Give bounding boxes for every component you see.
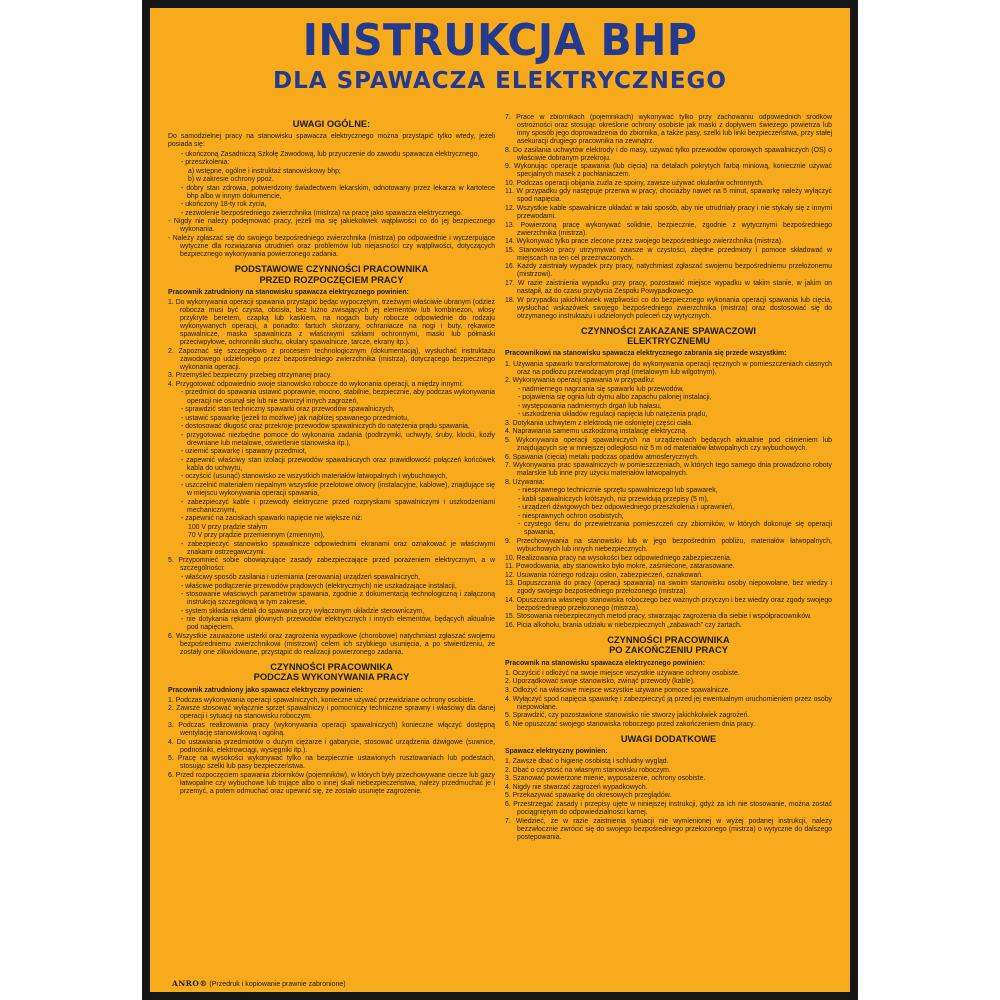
list-item: - uziemić spawarkę i spawany przedmiot, [181, 448, 307, 456]
section-title-line: CZYNNOŚCI PRACOWNIKA [270, 661, 393, 672]
list-item: 3. Szanować powierzone mienie, wyposażenie, ochrony osobiste. [505, 775, 706, 783]
general-remarks-list [168, 151, 495, 260]
list-item: 10. Podczas operacji obijania żużla ze spoiny, zawsze używać okularów ochronnych. [505, 179, 764, 187]
during-work-list [168, 697, 495, 796]
list-item: 2. Dbać o czystość na własnym stanowisku roboczym. [505, 766, 671, 774]
list-item: 2. Zapoznać się szczegółowo z procesem technologicznym (dokumentacją), wysłuchać instruktażu zawodowego udzielonego przez bezpośredniego zwierzchnika (mistrza), dotyczącego bezpiecznego wykonania operacji. [168, 347, 495, 371]
list-item: 70 V przy prądzie przemiennym (zmiennym), [188, 532, 325, 540]
list-item: 15. Stosowania niebezpiecznych metod pracy, stwarzając zagrożenia dla siebie i współpracowników. [505, 613, 812, 621]
list-item: - uszczelnić materiałem niepalnym wszystkie przelotowe otwory (instalacyjne, kablowe), znajdujące się w miejscu wykonywania operacji spawania, [181, 482, 495, 498]
list-item: 3. Dotykania uchwytem z elektrodą nie osłoniętej części ciała. [505, 419, 694, 427]
list-item: 4. Wyłączyć spod napięcia spawarkę i zabezpieczyć ją przed jej ewentualnym uruchomieniem przez osoby niepowołane. [505, 695, 832, 711]
list-item: - dostosować długość oraz przekroje przewodów spawalniczych do natężenia prądu spawania, [181, 423, 470, 431]
list-item: 1. Do wykonywania operacji spawania przystąpić będąc wypoczętym, trzeźwym właściwie ubranym (odzież robocza musi być czysta, obcisła, bez luźno zwisających jej elementów lub kombinezon, włosy przykryte beretem, czapką lub kaskiem, na nogach buty robocze odpowiednie do rodzaju wykonywanych operacji, a ponadto: fartuch skórzany, ochraniacze na nogi i buty, rękawice spawalnicze, maska spawalnicza z właściwymi szkłami ochronnymi, maski lub półmaski przeciwpyłowe, ochronniki słuchu, okulary spawalnicze, tarcze, ekrany itp.). [168, 298, 495, 347]
during-work-lead: Pracownik zatrudniony jako spawacz elektryczny powinien: [168, 686, 363, 694]
list-item: - ustawić spawarkę (jeżeli to możliwe) jak najbliżej spawanego przedmiotu, [181, 414, 409, 422]
list-item: 5. Wykonywania operacji spawalniczych na urządzeniach będących aktualnie pod ciśnieniem lub znajdujących się w mniejszej odległości niż 5 m od materiałów łatwopalnych czy wybuchowych. [505, 436, 832, 452]
forbidden-activities-lead: Pracownikowi na stanowisku spawacza elektrycznego zabrania się przede wszystkim: [505, 350, 787, 358]
list-item: - czystego tlenu do przewietrzania pomieszczeń czy zbiorników, w których dokonuje się operacji spawania, [518, 521, 832, 537]
list-item: 18. W przypadku jakichkolwiek wątpliwości co do bezpiecznego wykonania operacji spawania lub cięcia, wysłuchać wskazówek swojego bezpośredniego zwierzchnika (mistrza) oraz dostosować się do otrzymanego instruktażu i udzielonych poleceń czy wytycznych. [505, 296, 832, 320]
list-item: 16. Każdy zaistniały wypadek przy pracy, natychmiast zgłaszać swojemu bezpośredniemu przełożonemu (mistrzowi). [505, 263, 832, 279]
list-item: 9. Przechowywania na stanowisku lub w jego bezpośrednim pobliżu, materiałów łatwopalnych, wybuchowych lub innych niebezpiecznych. [505, 538, 832, 554]
content-columns [168, 114, 832, 972]
list-item: 14. Wykonywać tylko prace zlecone przez swojego bezpośredniego zwierzchnika (mistrza). [505, 238, 783, 246]
document-title: INSTRUKCJA BHP [302, 15, 698, 66]
list-item: a) wstępne, ogólne i instruktaż stanowiskowy bhp; [188, 167, 341, 175]
list-item: 3. Podczas realizowania pracy (wykonywania operacji spawalniczych) konieczne włączyć dostępną wentylację stanowiskową i ogólną. [168, 721, 495, 738]
list-item: 1. Zawsze dbać o higienę osobistą i schludny wygląd. [505, 758, 669, 766]
list-item: 15. Stanowisko pracy utrzymywać zawsze w czystości, zbędne przedmioty i pomoce składować w miejscach na ten cel przeznaczonych. [505, 246, 832, 262]
list-item: - przygotować niezbędne pomoce do wykonania zadania (podtrzymki, uchwyty, śruby, klocki, kozły drewniane lub metalowe, oświetlenie stanowiska itp.), [181, 431, 495, 447]
list-item: - niesprawnego technicznie sprzętu spawalniczego lub spawarek, [518, 487, 718, 495]
list-item: 3. Odłożyć na właściwe miejsce wszystkie używane pomoce spawalnicze. [505, 686, 731, 694]
section-title-additional-remarks: UWAGI DODATKOWE [620, 733, 717, 744]
section-title-during-work [168, 662, 495, 683]
list-item: b) w zakresie ochrony ppoż. [188, 176, 274, 184]
list-item: - niesprawnych ochron osobistych, [518, 512, 624, 520]
after-work-lead: Pracownik na stanowisku spawacza elektrycznego powinien: [505, 659, 705, 667]
copyright-note: (Przedruk i kopiowanie prawnie zabronione) [209, 981, 346, 988]
list-item: 6. Nie opuszczać swojego stanowiska roboczego przed zakończeniem dnia pracy. [505, 720, 755, 728]
document-subtitle: DLA SPAWACZA ELEKTRYCZNEGO [273, 68, 727, 94]
section-title-line: PRZED ROZPOCZĘCIEM PRACY [259, 274, 404, 285]
list-item: - system składania detali do spawania przy wyłączonym układzie sterowniczym, [181, 607, 425, 615]
list-item: - Należy zgłaszać się do swojego bezpośredniego zwierzchnika (mistrza) po odpowiednie i wyczerpujące wytyczne dla rozwiązania utrudnień oraz problemów lub niejasności czy wątpliwości, dotyczących bezpiecznego wykonywania powierzonego zadania. [168, 234, 495, 259]
list-item: - pojawienia się ognia lub dymu albo zapachu palonej instalacji, [518, 394, 712, 402]
list-item: 11. W przypadku gdy następuje przerwa w pracy, chociażby nawet na 5 minut, spawarkę należy wyłączyć spod napięcia. [505, 188, 832, 204]
list-item: - ukończoną Zasadniczą Szkołę Zawodową, lub przyuczenie do zawodu spawacza elektrycznego, [181, 150, 480, 158]
forbidden-activities-list [505, 361, 832, 631]
list-item: 2. Wykonywania operacji spawania w przypadku: [505, 377, 655, 385]
section-title-general-remarks: UWAGI OGÓLNE: [292, 119, 371, 129]
list-item: 1. Używania spawarki transformatorowej do wykonywania operacji ręcznych w pomieszczeniach ciasnych oraz na podłożu przewodzącym prąd (metalowym lub wilgotnym). [505, 360, 832, 376]
list-item: 4. Nigdy nie stwarzać zagrożeń wypadkowych. [505, 783, 648, 791]
publisher-logo: ANRO® [172, 979, 208, 988]
list-item: 6. Przed rozpoczęciem spawania zbiorników (pojemników), w których były przechowywane ciecze lub gazy łatwopalne czy wybuchowe lub trujące albo o innej skali niebezpieczeństwa, należy przedmuchać je i przemyć, a potem odmuchać oraz upewnić się, że zostało usunięte zagrożenie. [168, 771, 495, 795]
list-item: 8. Do zasilania uchwytów elektrody i do masy, używać tylko przewodów oporowych spawalniczych (OS) o właściwie dobranym przekroju. [505, 146, 832, 162]
list-item: 7. Wiedzieć, że w razie zaistnienia sytuacji nie wymienionej w wyżej podanej instrukcji, należy bezzwłocznie zwrócić się do swojego bezpośredniego przełożonego (mistrza) o wytyczne do dalszego postępowania. [505, 817, 832, 841]
list-item: - ukończony 18-ty rok życia, [181, 201, 267, 209]
before-work-lead: Pracownik zatrudniony na stanowisku spawacza elektrycznego powinien: [168, 288, 409, 296]
list-item: 14. Opuszczania własnego stanowiska roboczego bez ważnych przyczyn i bez wiedzy oraz zgody swojego bezpośredniego przełożonego (mistrza). [505, 596, 832, 612]
list-item: 12. Wszystkie kable spawalnicze układać w taki sposób, aby nie utrudniały pracy i nie stykały się z innymi przewodami. [505, 205, 832, 221]
section-title-line: ELEKTRYCZNEMU [627, 336, 710, 347]
list-item: 100 V przy prądzie stałym [188, 523, 268, 531]
list-item: 5. Pracę na wysokości wykonywać tylko na bezpiecznie ustawionych rusztowaniach lub podestach, stosując szelki lub pasy bezpieczeństwa. [168, 755, 495, 771]
list-item: - sprawdzić stan techniczny spawarki oraz przewodów spawalniczych, [181, 406, 395, 414]
list-item: - stosowanie właściwych parametrów spawania, zgodnie z dokumentacją technologiczną i załączoną instrukcją szczegółową w tym zakresie, [181, 591, 495, 607]
list-item: 7. Wykonywania prac spawalniczych w pomieszczeniach, w których tego samego dnia prowadzono roboty malarskie lub inne przy użyciu materiałów łatwopalnych. [505, 462, 832, 478]
list-item: - nadmiernego nagrzania się spawarki lub przewodów, [518, 385, 684, 393]
footer [172, 979, 346, 989]
before-work-list [168, 299, 495, 657]
list-item: - właściwe podłączenie przewodów prądowych (elektrycznych) nie uszkadzające instalacji, [181, 582, 457, 590]
safety-instruction-board [142, 0, 858, 1000]
list-item: 6. Spawania (cięcia) metalu podczas opadów atmosferycznych. [505, 453, 699, 461]
list-item: 3. Przemyśleć bezpieczny przebieg otrzymanej pracy. [168, 372, 332, 380]
list-item: - uszkodzenia układów regulacji napięcia lub natężenia prądu, [518, 411, 708, 419]
general-remarks-intro: Do samodzielnej pracy na stanowisku spawacza elektrycznego można przystąpić tylko wtedy, jeżeli posiada się: [168, 133, 495, 149]
section-title-line: PODCZAS WYKONYWANIA PRACY [253, 672, 410, 683]
section-title-before-work [168, 264, 495, 285]
list-item: - zabezpieczyć stanowisko spawalnicze odpowiednimi ekranami oraz oznakować je właściwymi znakami ostrzegawczymi. [181, 540, 495, 556]
section-title-line: PO ZAKOŃCZENIU PRACY [609, 645, 728, 656]
list-item: 17. W razie zaistnienia wypadku przy pracy, pozostawić miejsce wypadku w takim stanie, w jakim on nastąpił, aż do czasu przybycia Zespołu Powypadkowego. [505, 279, 832, 295]
section-title-line: CZYNNOŚCI ZAKAZANE SPAWACZOWI [581, 325, 756, 336]
list-item: 8. Używania: [505, 478, 545, 486]
section-title-forbidden-activities [505, 326, 832, 347]
list-item: - Nigdy nie należy podejmować pracy, jeżeli ma się jakiekolwiek wątpliwości co do jej bezpiecznego wykonania. [168, 218, 495, 234]
list-item: - zabezpieczyć kable i przewody elektryczne przed rozpryskami spawalniczymi i uszkodzeniami mechanicznymi, [181, 498, 495, 514]
list-item: 13. Dopuszczania do pracy (operacji spawania) na swoim stanowisku osoby niepowołane, bez wiedzy i zgody swojego bezpośredniego przełożonego (mistrza). [505, 580, 832, 596]
list-item: - urządzeń dźwigowych bez odpowiedniego przeszkolenia i uprawnień, [518, 504, 735, 512]
list-item: 16. Picia alkoholu, brania udziału w niebezpiecznych „zabawach” czy żartach. [505, 621, 742, 629]
list-item: 5. Sprawdzić, czy pozostawione stanowisko nie stworzy jakichkolwiek zagrożeń. [505, 712, 750, 720]
left-column [168, 114, 495, 972]
list-item: - kabli spawalniczych krótszych, niż przewidują przepisy (5 m), [518, 495, 709, 503]
list-item: 7. Prace w zbiornikach (pojemnikach) wykonywać tylko przy zachowaniu odpowiednich środków ostrożności oraz stosując określone ochrony osobiste jak maski z dopływem świeżego powietrza lub inny sposób jego doprowadzenia do zbiornika, a także pasy, szelki lub linki bezpieczeństwa, przy stałej asekuracji drugiego pracownika na zewnątrz. [505, 114, 832, 146]
list-item: 4. Naprawiania samemu uszkodzoną instalację elektryczną. [505, 428, 688, 436]
list-item: 5. Przypomnieć sobie obowiązujące zasady zabezpieczające przed porażeniem elektrycznym, a w szczególności: [168, 557, 495, 573]
list-item: 4. Do ustawiania przedmiotów o dużym ciężarze i gabarycie, stosować urządzenia dźwigowe (suwnice, podnośniki, elektrowciągi, wysięgniki itp.). [168, 738, 495, 754]
list-item: 11. Powodowania, aby stanowisko było mokre, zaśmiecone, zatarasowane. [505, 563, 735, 571]
list-item: - właściwy sposób zasilania i uziemiania (zerowania) urządzeń spawalniczych, [181, 574, 420, 582]
section-title-line: CZYNNOŚCI PRACOWNIKA [607, 635, 730, 646]
list-item: 9. Wykonując operacje spawania (lub cięcia) na detalach pokrytych farbą miniową, koniecznie używać specjalnych masek z pochłaniaczem. [505, 163, 832, 179]
list-item: 1. Podczas wykonywania operacji spawalniczych, konieczne używać przewidziane ochrony osobiste. [168, 696, 476, 704]
list-item: - występowania nadmiernych drgań lub hałasu, [518, 402, 662, 410]
additional-remarks-list [505, 758, 832, 841]
list-item: 6. Przestrzegać zasady i przepisy ujęte w niniejszej instrukcji, gdyż za ich nie stosowanie, można zostać pociągniętym do odpowiedzialności karnej. [505, 800, 832, 816]
list-item: 10. Realizowania pracy na wysokości bez odpowiedniego zabezpieczenia. [505, 554, 732, 562]
section-title-after-work [505, 635, 832, 656]
list-item: 5. Przekazywać spawarkę do okresowych przeglądów. [505, 792, 672, 800]
list-item: - przedmiot do spawania ustawić poprawnie, mocno, stabilnie, bezpiecznie, aby podczas wykonywania operacji nie osunął się lub nie stworzył innych zagrożeń, [181, 389, 495, 405]
list-item: - przeszkolenia: [181, 159, 230, 167]
right-column [505, 114, 832, 972]
list-item: 2. Zawsze stosować wyłącznie sprzęt spawalniczy i pomocniczy techniczne sprawny i właściwy dla danej operacji i sytuacji na stanowisku roboczym. [168, 705, 495, 721]
after-work-list [505, 670, 832, 729]
list-item: 6. Wszystkie zauważone usterki oraz zagrożenia wypadkowe (chorobowe) natychmiast zgłaszać swojemu bezpośredniemu zwierzchnikowi (mistrzowi) celem ich szybkiego usunięcia, a po stwierdzeniu, że zostały one zlikwidowane, przystąpić do realizacji powierzonego zadania. [168, 632, 495, 656]
during-work-list-continued [505, 114, 832, 321]
list-item: - zezwolenie bezpośredniego zwierzchnika (mistrza) na pracę jako spawacza elektrycznego. [181, 209, 463, 217]
section-title-line: PODSTAWOWE CZYNNOŚCI PRACOWNIKA [234, 264, 429, 275]
list-item: - dobry stan zdrowia, potwierdzony świadectwem lekarskim, odnotowany przez lekarza w kartotece bhp albo w innym dokumencie, [181, 184, 495, 200]
list-item: 12. Usuwania różnego rodzaju osłon, zabezpieczeń, oznakowań. [505, 571, 704, 579]
list-item: - nie dotykania rękami głównych przewodów elektrycznych i innych elementów, będących aktualnie pod napięciem. [181, 616, 495, 632]
list-item: - zapewnić na zaciskach spawarki napięcie nie większe niż: [181, 515, 363, 523]
list-item: 4. Przygotować odpowiednio swoje stanowisko robocze do wykonania operacji, a między innymi: [168, 380, 463, 388]
list-item: - oczyścić (usunąć) stanowisko ze wszystkich materiałów łatwopalnych i wybuchowych, [181, 473, 448, 481]
list-item: 2. Uporządkować swoje stanowisko, zwinąć przewody (kable). [505, 678, 695, 686]
list-item: 13. Powierzoną pracę wykonywać solidnie, bezpiecznie, zgodnie z wytycznymi bezpośredniego zwierzchnika (mistrza). [505, 221, 832, 237]
list-item: - zapewnić właściwy stan izolacji przewodów spawalniczych oraz prawidłowość połączeń końcówek kabla do uchwytu, [181, 456, 495, 472]
additional-remarks-lead: Spawacz elektryczny powinien: [505, 748, 608, 756]
list-item: 1. Oczyścić i odłożyć na swoje miejsce wszystkie używane ochrony osobiste. [505, 669, 740, 677]
